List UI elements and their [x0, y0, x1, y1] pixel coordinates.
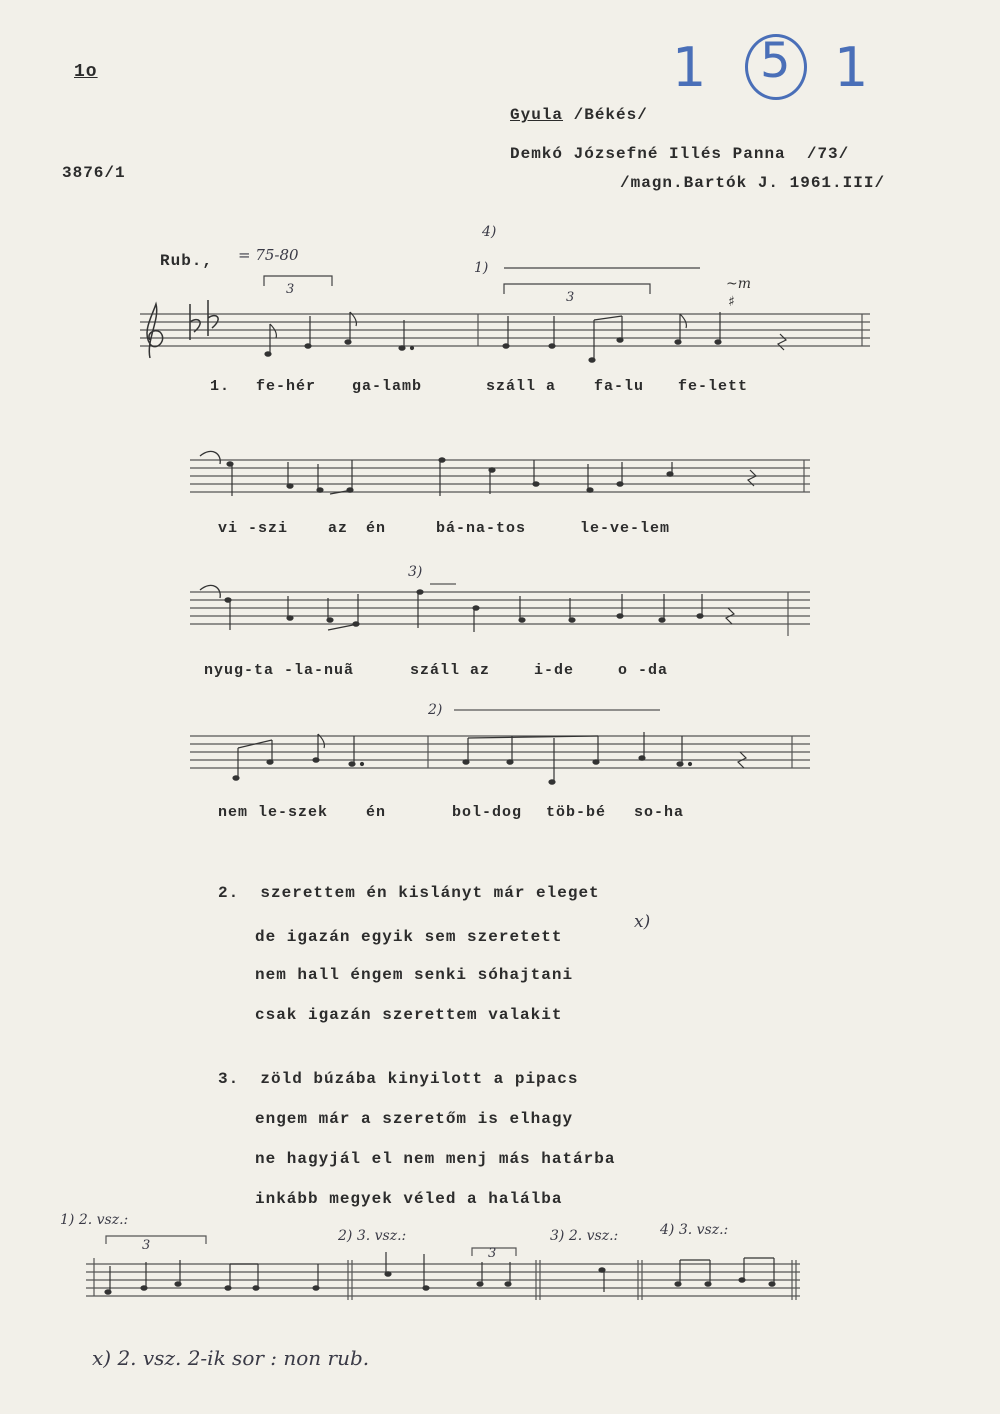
variant-3-label: 3) 2. vsz.:: [550, 1228, 619, 1244]
marker-1: 1): [474, 260, 489, 276]
page-number: 1o: [74, 62, 98, 82]
lyric-3-w2: száll az: [410, 662, 491, 679]
lyric-2-w1: vi -szi: [218, 520, 289, 537]
verse-2-line-3: nem hall éngem senki sóhajtani: [255, 966, 574, 984]
lyric-1-w4: fa-lu: [594, 378, 645, 395]
verse-3-line-3: ne hagyjál el nem menj más határba: [255, 1150, 616, 1168]
svg-text:~m: ~m: [726, 276, 752, 292]
marker-4: 4): [482, 224, 497, 240]
triplet-3b: 3: [566, 290, 575, 305]
variant-1-label: 1) 2. vsz.:: [60, 1212, 129, 1228]
lyric-4-w3: bol-dog: [452, 804, 523, 821]
lyric-4-w4: töb-bé: [546, 804, 607, 821]
staff-1: [120, 260, 880, 390]
lyric-4-w2: én: [366, 804, 387, 821]
variant-2-label: 2) 3. vsz.:: [338, 1228, 407, 1244]
lyric-3-w1: nyug-ta -la-nuã: [204, 662, 355, 679]
singer: Demkó Józsefné Illés Panna /73/: [510, 145, 850, 163]
verse-3-line-2: engem már a szeretőm is elhagy: [255, 1110, 574, 1128]
catalog-number: 3876/1: [62, 164, 126, 182]
lyric-3-w3: i-de: [534, 662, 575, 679]
variant-staff: [80, 1230, 810, 1320]
staff-3: [180, 580, 820, 660]
lyric-4-w5: so-ha: [634, 804, 685, 821]
place: Gyula /Békés/: [510, 106, 648, 124]
footnote: x) 2. vsz. 2-ik sor : non rub.: [92, 1346, 370, 1370]
handwritten-id-2: 1: [834, 36, 869, 99]
lyric-1-num: 1.: [210, 378, 231, 395]
variant-4-label: 4) 3. vsz.:: [660, 1222, 729, 1238]
marker-3: 3): [408, 564, 423, 580]
verse-2-line-2: de igazán egyik sem szeretett: [255, 928, 563, 946]
staff-4: [180, 700, 820, 800]
lyric-1-w5: fe-lett: [678, 378, 749, 395]
lyric-2-w2: az: [328, 520, 349, 537]
verse-2-line-4: csak igazán szerettem valakit: [255, 1006, 563, 1024]
tempo-metronome: = 75-80: [238, 246, 299, 264]
verse-2-line-1: 2. szerettem én kislányt már eleget: [218, 884, 600, 902]
lyric-3-w4: o -da: [618, 662, 669, 679]
lyric-1-w2: ga-lamb: [352, 378, 423, 395]
lyric-4-w1: nem le-szek: [218, 804, 329, 821]
circled-number: [745, 34, 807, 100]
lyric-1-w1: fe-hér: [256, 378, 317, 395]
svg-text:♯: ♯: [728, 294, 735, 310]
lyric-1-w3: száll a: [486, 378, 557, 395]
lyric-2-w4: bá-na-tos: [436, 520, 527, 537]
verse-2-note: x): [634, 912, 651, 932]
lyric-2-w3: én: [366, 520, 387, 537]
triplet-3a: 3: [286, 282, 295, 297]
staff-2: [180, 440, 820, 520]
handwritten-id-5: 5: [760, 33, 791, 89]
handwritten-id-1: 1: [672, 36, 707, 99]
lyric-2-w5: le-ve-lem: [580, 520, 671, 537]
marker-2: 2): [428, 702, 443, 718]
variant-triplet-a: 3: [142, 1238, 151, 1253]
recording-info: /magn.Bartók J. 1961.III/: [620, 174, 886, 192]
verse-3-line-4: inkább megyek véled a halálba: [255, 1190, 563, 1208]
tempo-rubato: Rub.,: [160, 252, 214, 270]
variant-triplet-b: 3: [488, 1246, 497, 1261]
treble-clef: [147, 304, 163, 358]
verse-3-line-1: 3. zöld búzába kinyilott a pipacs: [218, 1070, 579, 1088]
